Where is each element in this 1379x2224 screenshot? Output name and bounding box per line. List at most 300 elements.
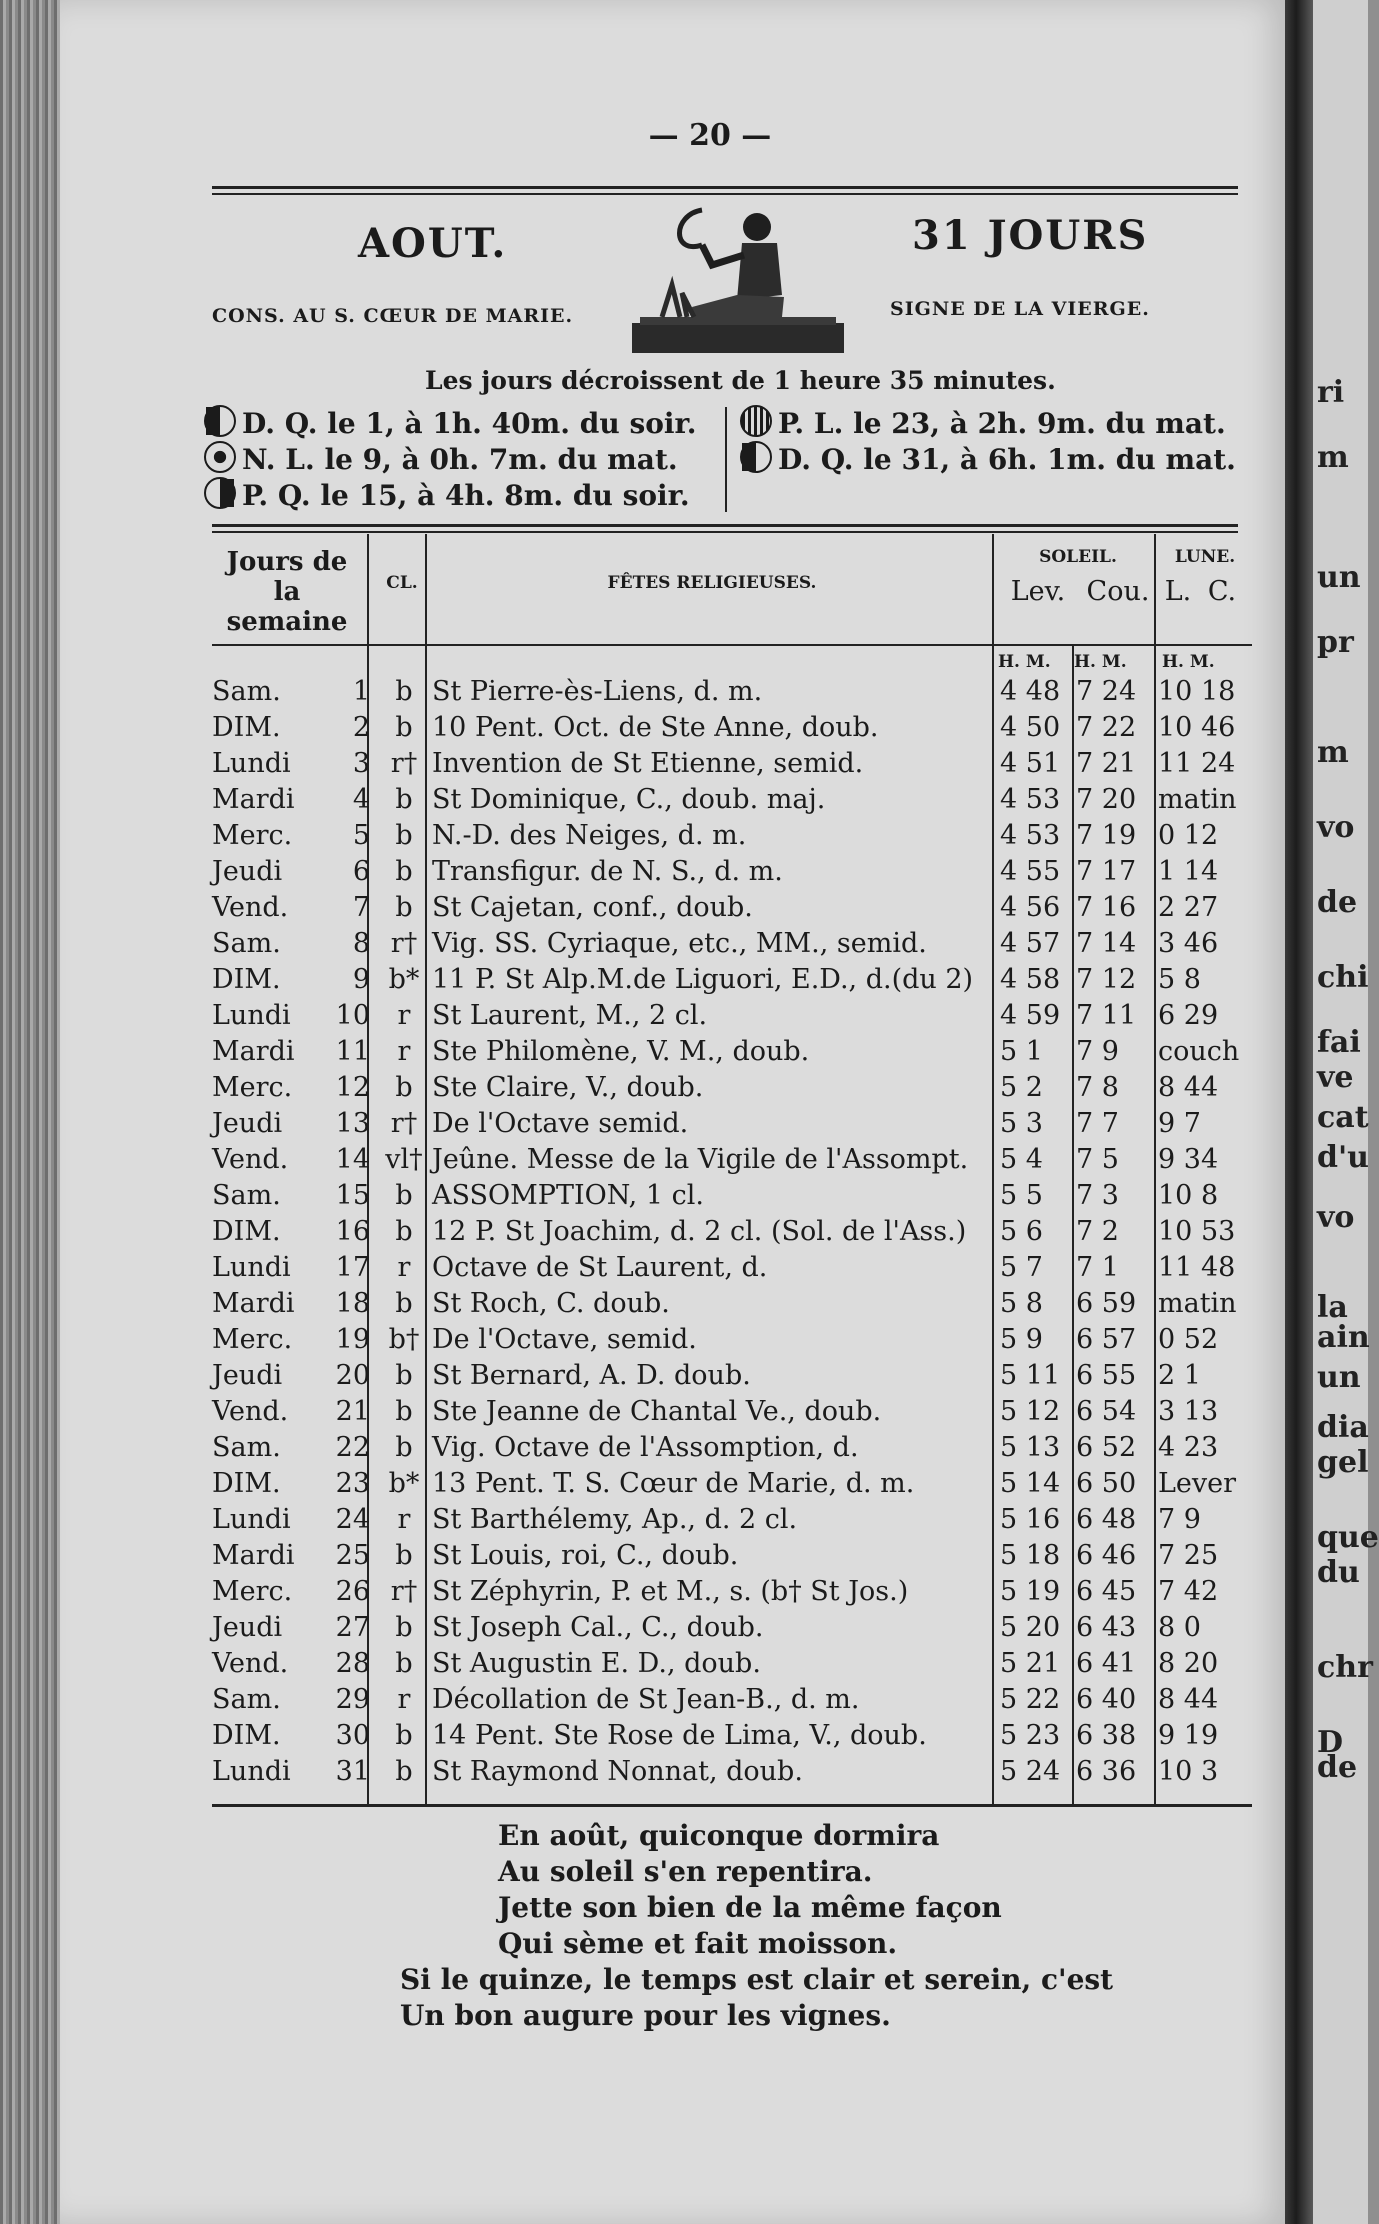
sunrise: 5 1 bbox=[1000, 1036, 1043, 1067]
day-number: 1 bbox=[352, 676, 370, 707]
class-code: b bbox=[395, 1432, 413, 1463]
moon-time: matin bbox=[1158, 1288, 1237, 1319]
next-page-fragment: D bbox=[1317, 1725, 1344, 1760]
sunrise: 5 11 bbox=[1000, 1360, 1061, 1391]
moon-time: 7 25 bbox=[1158, 1540, 1219, 1571]
day-number: 19 bbox=[335, 1324, 370, 1355]
sunset: 7 16 bbox=[1076, 892, 1137, 923]
feast-name: 10 Pent. Oct. de Ste Anne, doub. bbox=[432, 712, 879, 743]
sunset: 6 52 bbox=[1076, 1432, 1137, 1463]
moon-time: Lever bbox=[1158, 1468, 1237, 1499]
moon-time: 2 27 bbox=[1158, 892, 1219, 923]
hm-lune: H. M. bbox=[1162, 652, 1215, 672]
moon-phase-1: D. Q. le 1, à 1h. 40m. du soir. bbox=[204, 405, 696, 440]
day-number: 28 bbox=[335, 1648, 370, 1679]
sunset: 6 57 bbox=[1076, 1324, 1137, 1355]
sunset: 6 45 bbox=[1076, 1576, 1137, 1607]
weekday: Jeudi bbox=[212, 1612, 283, 1643]
feast-name: St Roch, C. doub. bbox=[432, 1288, 670, 1319]
top-rule-thin bbox=[212, 193, 1238, 195]
table-row bbox=[212, 1684, 1252, 1720]
feast-name: St Cajetan, conf., doub. bbox=[432, 892, 753, 923]
moon-time: 0 12 bbox=[1158, 820, 1219, 851]
weekday: Vend. bbox=[212, 892, 289, 923]
feast-name: 12 P. St Joachim, d. 2 cl. (Sol. de l'Ass.) bbox=[432, 1216, 967, 1247]
day-number: 24 bbox=[335, 1504, 370, 1535]
moon-time: 3 46 bbox=[1158, 928, 1219, 959]
sunrise: 5 6 bbox=[1000, 1216, 1043, 1247]
moon-time: 7 9 bbox=[1158, 1504, 1201, 1535]
sunset: 7 11 bbox=[1076, 1000, 1137, 1031]
day-number: 4 bbox=[352, 784, 370, 815]
moon-time: 9 19 bbox=[1158, 1720, 1219, 1751]
poem-line: Au soleil s'en repentira. bbox=[498, 1855, 873, 1888]
table-row bbox=[212, 1468, 1252, 1504]
day-number: 10 bbox=[335, 1000, 370, 1031]
weekday: Jeudi bbox=[212, 856, 283, 887]
class-code: b bbox=[395, 820, 413, 851]
feast-name: Ste Claire, V., doub. bbox=[432, 1072, 704, 1103]
table-row bbox=[212, 964, 1252, 1000]
consecration-label: CONS. AU S. CŒUR DE MARIE. bbox=[212, 305, 574, 327]
class-code: b bbox=[395, 1720, 413, 1751]
feast-name: 11 P. St Alp.M.de Liguori, E.D., d.(du 2) bbox=[432, 964, 974, 995]
sunrise: 4 53 bbox=[1000, 820, 1061, 851]
feast-name: St Joseph Cal., C., doub. bbox=[432, 1612, 764, 1643]
day-number: 21 bbox=[335, 1396, 370, 1427]
feast-name: St Dominique, C., doub. maj. bbox=[432, 784, 826, 815]
table-row bbox=[212, 1720, 1252, 1756]
day-number: 9 bbox=[352, 964, 370, 995]
day-number: 29 bbox=[335, 1684, 370, 1715]
sunrise: 5 23 bbox=[1000, 1720, 1061, 1751]
feast-name: Invention de St Etienne, semid. bbox=[432, 748, 864, 779]
day-number: 30 bbox=[335, 1720, 370, 1751]
moon-phase-2: N. L. le 9, à 0h. 7m. du mat. bbox=[204, 441, 678, 476]
sunrise: 5 8 bbox=[1000, 1288, 1043, 1319]
weekday: Mardi bbox=[212, 1288, 295, 1319]
full-moon-icon bbox=[740, 405, 772, 437]
sunset: 7 9 bbox=[1076, 1036, 1119, 1067]
sunset: 7 2 bbox=[1076, 1216, 1119, 1247]
weekday: Sam. bbox=[212, 1180, 281, 1211]
weekday: Lundi bbox=[212, 1252, 291, 1283]
weekday: Mardi bbox=[212, 784, 295, 815]
class-code: b* bbox=[388, 964, 420, 995]
day-number: 23 bbox=[335, 1468, 370, 1499]
next-page-fragment: m bbox=[1317, 440, 1349, 475]
sunset: 6 41 bbox=[1076, 1648, 1137, 1679]
class-code: b bbox=[395, 1540, 413, 1571]
feast-name: 14 Pent. Ste Rose de Lima, V., doub. bbox=[432, 1720, 927, 1751]
next-page-fragment: un bbox=[1317, 560, 1361, 595]
sunrise: 4 55 bbox=[1000, 856, 1061, 887]
sunrise: 5 12 bbox=[1000, 1396, 1061, 1427]
sunset: 6 38 bbox=[1076, 1720, 1137, 1751]
table-row bbox=[212, 1756, 1252, 1792]
feast-name: St Raymond Nonnat, doub. bbox=[432, 1756, 803, 1787]
class-code: r bbox=[397, 1684, 411, 1715]
weekday: Sam. bbox=[212, 1432, 281, 1463]
class-code: b bbox=[395, 1612, 413, 1643]
weekday: Vend. bbox=[212, 1144, 289, 1175]
last-quarter-icon bbox=[740, 441, 772, 473]
poem-line: Un bon augure pour les vignes. bbox=[400, 1999, 891, 2032]
feast-name: Décollation de St Jean-B., d. m. bbox=[432, 1684, 860, 1715]
table-row bbox=[212, 1396, 1252, 1432]
feast-name: St Augustin E. D., doub. bbox=[432, 1648, 761, 1679]
header-soleil: SOLEIL. bbox=[1039, 547, 1117, 567]
feast-name: N.-D. des Neiges, d. m. bbox=[432, 820, 747, 851]
moon-time: 10 53 bbox=[1158, 1216, 1236, 1247]
next-page-fragment: ve bbox=[1317, 1060, 1354, 1095]
day-number: 6 bbox=[352, 856, 370, 887]
day-number: 22 bbox=[335, 1432, 370, 1463]
sunset: 6 59 bbox=[1076, 1288, 1137, 1319]
header-fetes: FÊTES RELIGIEUSES. bbox=[607, 573, 817, 593]
day-number: 26 bbox=[335, 1576, 370, 1607]
weekday: Lundi bbox=[212, 1000, 291, 1031]
hm-cou: H. M. bbox=[1074, 652, 1127, 672]
day-number: 31 bbox=[335, 1756, 370, 1787]
header-soleil-lev: Lev. bbox=[1010, 576, 1066, 607]
sunset: 7 7 bbox=[1076, 1108, 1119, 1139]
sunrise: 4 48 bbox=[1000, 676, 1061, 707]
day-number: 27 bbox=[335, 1612, 370, 1643]
next-page-fragment: la bbox=[1317, 1290, 1348, 1325]
feast-name: Ste Philomène, V. M., doub. bbox=[432, 1036, 810, 1067]
table-row bbox=[212, 1432, 1252, 1468]
weekday: Jeudi bbox=[212, 1360, 283, 1391]
sunrise: 5 18 bbox=[1000, 1540, 1061, 1571]
month-title: AOUT. bbox=[358, 220, 508, 267]
table-row bbox=[212, 1324, 1252, 1360]
weekday: DIM. bbox=[212, 712, 281, 743]
class-code: b bbox=[395, 892, 413, 923]
next-page-fragment: de bbox=[1317, 885, 1358, 920]
sunset: 7 5 bbox=[1076, 1144, 1119, 1175]
weekday: DIM. bbox=[212, 1468, 281, 1499]
sunrise: 4 51 bbox=[1000, 748, 1061, 779]
header-soleil-cou: Cou. bbox=[1086, 576, 1150, 607]
days-count: 31 JOURS bbox=[912, 212, 1149, 259]
next-page-fragment: fai bbox=[1317, 1025, 1361, 1060]
weekday: Sam. bbox=[212, 676, 281, 707]
moon-time: 9 34 bbox=[1158, 1144, 1219, 1175]
feast-name: Ste Jeanne de Chantal Ve., doub. bbox=[432, 1396, 882, 1427]
weekday: Mardi bbox=[212, 1036, 295, 1067]
next-page-fragment: m bbox=[1317, 735, 1349, 770]
sunset: 6 36 bbox=[1076, 1756, 1137, 1787]
next-page-fragment: ain bbox=[1317, 1320, 1370, 1355]
page-number: — 20 — bbox=[648, 118, 772, 153]
feast-name: St Barthélemy, Ap., d. 2 cl. bbox=[432, 1504, 798, 1535]
moon-separator bbox=[725, 407, 727, 512]
table-row bbox=[212, 1612, 1252, 1648]
day-number: 12 bbox=[335, 1072, 370, 1103]
moon-time: 2 1 bbox=[1158, 1360, 1201, 1391]
weekday: Vend. bbox=[212, 1396, 289, 1427]
next-page-fragment: un bbox=[1317, 1360, 1361, 1395]
moon-time: 1 14 bbox=[1158, 856, 1219, 887]
weekday: Merc. bbox=[212, 820, 293, 851]
sunset: 6 54 bbox=[1076, 1396, 1137, 1427]
moon-time: 10 46 bbox=[1158, 712, 1236, 743]
moon-time: couch bbox=[1158, 1036, 1240, 1067]
table-row bbox=[212, 928, 1252, 964]
header-lune-c: C. bbox=[1207, 576, 1237, 607]
next-page-fragment: de bbox=[1317, 1750, 1358, 1785]
table-row bbox=[212, 820, 1252, 856]
sunset: 7 12 bbox=[1076, 964, 1137, 995]
sunrise: 5 5 bbox=[1000, 1180, 1043, 1211]
table-row bbox=[212, 1288, 1252, 1324]
feast-name: St Zéphyrin, P. et M., s. (b† St Jos.) bbox=[432, 1576, 909, 1607]
table-row bbox=[212, 784, 1252, 820]
class-code: b bbox=[395, 1072, 413, 1103]
poem-line: Si le quinze, le temps est clair et serein, c'est bbox=[400, 1963, 1114, 1996]
sunset: 6 55 bbox=[1076, 1360, 1137, 1391]
table-row bbox=[212, 892, 1252, 928]
day-number: 17 bbox=[335, 1252, 370, 1283]
feast-name: De l'Octave, semid. bbox=[432, 1324, 697, 1355]
feast-name: Vig. Octave de l'Assomption, d. bbox=[432, 1432, 859, 1463]
weekday: Lundi bbox=[212, 1756, 291, 1787]
sunrise: 5 20 bbox=[1000, 1612, 1061, 1643]
class-code: b bbox=[395, 1180, 413, 1211]
header-cl: CL. bbox=[386, 573, 418, 593]
class-code: b bbox=[395, 1216, 413, 1247]
weekday: Lundi bbox=[212, 748, 291, 779]
sunrise: 5 24 bbox=[1000, 1756, 1061, 1787]
daylight-note: Les jours décroissent de 1 heure 35 minutes. bbox=[425, 366, 1056, 395]
class-code: b bbox=[395, 1360, 413, 1391]
new-moon-icon bbox=[204, 441, 236, 473]
sunset: 7 8 bbox=[1076, 1072, 1119, 1103]
table-row bbox=[212, 1360, 1252, 1396]
class-code: r bbox=[397, 1036, 411, 1067]
sunset: 7 22 bbox=[1076, 712, 1137, 743]
sunrise: 4 58 bbox=[1000, 964, 1061, 995]
feast-name: St Laurent, M., 2 cl. bbox=[432, 1000, 708, 1031]
table-top-rule bbox=[212, 524, 1238, 527]
sunset: 7 24 bbox=[1076, 676, 1137, 707]
weekday: Sam. bbox=[212, 928, 281, 959]
class-code: b bbox=[395, 1396, 413, 1427]
day-number: 2 bbox=[352, 712, 370, 743]
table-row bbox=[212, 1036, 1252, 1072]
moon-time: 8 20 bbox=[1158, 1648, 1219, 1679]
sunrise: 5 2 bbox=[1000, 1072, 1043, 1103]
table-row bbox=[212, 1576, 1252, 1612]
moon-time: 0 52 bbox=[1158, 1324, 1219, 1355]
top-rule bbox=[212, 186, 1238, 189]
weekday: Mardi bbox=[212, 1540, 295, 1571]
book-gutter bbox=[1285, 0, 1313, 2224]
weekday: Sam. bbox=[212, 1684, 281, 1715]
sunrise: 5 13 bbox=[1000, 1432, 1061, 1463]
table-top-rule-thin bbox=[212, 531, 1238, 533]
moon-time: matin bbox=[1158, 784, 1237, 815]
next-page-fragment: vo bbox=[1317, 810, 1355, 845]
class-code: b† bbox=[388, 1324, 420, 1355]
feast-name: St Bernard, A. D. doub. bbox=[432, 1360, 751, 1391]
sunset: 7 1 bbox=[1076, 1252, 1119, 1283]
feast-name: St Louis, roi, C., doub. bbox=[432, 1540, 739, 1571]
next-page-fragment: ri bbox=[1317, 375, 1345, 410]
feast-name: Transfigur. de N. S., d. m. bbox=[432, 856, 783, 887]
table-row bbox=[212, 1540, 1252, 1576]
virgo-emblem-icon bbox=[632, 205, 844, 355]
moon-phase-4: P. L. le 23, à 2h. 9m. du mat. bbox=[740, 405, 1226, 440]
sunrise: 5 3 bbox=[1000, 1108, 1043, 1139]
class-code: r† bbox=[390, 1576, 418, 1607]
table-row bbox=[212, 712, 1252, 748]
sunset: 6 48 bbox=[1076, 1504, 1137, 1535]
hm-lev: H. M. bbox=[998, 652, 1051, 672]
feast-name: 13 Pent. T. S. Cœur de Marie, d. m. bbox=[432, 1468, 915, 1499]
next-page-fragment: d'u bbox=[1317, 1140, 1369, 1175]
poem-line: Jette son bien de la même façon bbox=[498, 1891, 1002, 1924]
moon-time: 5 8 bbox=[1158, 964, 1201, 995]
class-code: b bbox=[395, 1288, 413, 1319]
last-quarter-icon bbox=[204, 405, 236, 437]
next-page-fragment: gel bbox=[1317, 1445, 1369, 1480]
table-row bbox=[212, 1252, 1252, 1288]
day-number: 16 bbox=[335, 1216, 370, 1247]
table-row bbox=[212, 1108, 1252, 1144]
weekday: Jeudi bbox=[212, 1108, 283, 1139]
table-row bbox=[212, 1072, 1252, 1108]
moon-time: 10 3 bbox=[1158, 1756, 1219, 1787]
day-number: 7 bbox=[352, 892, 370, 923]
table-row bbox=[212, 676, 1252, 712]
sunset: 7 17 bbox=[1076, 856, 1137, 887]
table-row bbox=[212, 748, 1252, 784]
class-code: r† bbox=[390, 928, 418, 959]
weekday: DIM. bbox=[212, 1216, 281, 1247]
class-code: b bbox=[395, 1756, 413, 1787]
class-code: r bbox=[397, 1252, 411, 1283]
moon-time: 8 0 bbox=[1158, 1612, 1201, 1643]
day-number: 13 bbox=[335, 1108, 370, 1139]
first-quarter-icon bbox=[204, 477, 236, 509]
moon-time: 4 23 bbox=[1158, 1432, 1219, 1463]
weekday: DIM. bbox=[212, 1720, 281, 1751]
weekday: Merc. bbox=[212, 1576, 293, 1607]
class-code: r† bbox=[390, 748, 418, 779]
moon-time: 10 18 bbox=[1158, 676, 1236, 707]
sunrise: 5 14 bbox=[1000, 1468, 1061, 1499]
class-code: b bbox=[395, 856, 413, 887]
table-bottom-rule bbox=[212, 1804, 1252, 1807]
next-page-fragment: chi bbox=[1317, 960, 1369, 995]
sunrise: 4 50 bbox=[1000, 712, 1061, 743]
table-row bbox=[212, 1216, 1252, 1252]
class-code: b bbox=[395, 676, 413, 707]
table-row bbox=[212, 1180, 1252, 1216]
day-number: 11 bbox=[335, 1036, 370, 1067]
weekday: Lundi bbox=[212, 1504, 291, 1535]
next-page-fragment: pr bbox=[1317, 625, 1354, 660]
sunset: 7 19 bbox=[1076, 820, 1137, 851]
next-page-edge bbox=[1313, 0, 1379, 2224]
next-page-fragment: chr bbox=[1317, 1650, 1373, 1685]
sunrise: 4 53 bbox=[1000, 784, 1061, 815]
sunrise: 4 56 bbox=[1000, 892, 1061, 923]
sunset: 6 43 bbox=[1076, 1612, 1137, 1643]
sunrise: 5 4 bbox=[1000, 1144, 1043, 1175]
sunset: 6 46 bbox=[1076, 1540, 1137, 1571]
next-page-fragment: que bbox=[1317, 1520, 1379, 1555]
weekday: Merc. bbox=[212, 1324, 293, 1355]
moon-time: 6 29 bbox=[1158, 1000, 1219, 1031]
moon-time: 11 24 bbox=[1158, 748, 1236, 779]
class-code: b bbox=[395, 1648, 413, 1679]
poem-line: Qui sème et fait moisson. bbox=[498, 1927, 898, 1960]
feast-name: Octave de St Laurent, d. bbox=[432, 1252, 768, 1283]
table-row bbox=[212, 1504, 1252, 1540]
day-number: 8 bbox=[352, 928, 370, 959]
sunrise: 5 19 bbox=[1000, 1576, 1061, 1607]
sunrise: 5 21 bbox=[1000, 1648, 1061, 1679]
moon-phase-5: D. Q. le 31, à 6h. 1m. du mat. bbox=[740, 441, 1236, 476]
sunrise: 5 16 bbox=[1000, 1504, 1061, 1535]
next-page-fragment: cat bbox=[1317, 1100, 1369, 1135]
zodiac-label: SIGNE DE LA VIERGE. bbox=[890, 298, 1150, 320]
sunrise: 5 7 bbox=[1000, 1252, 1043, 1283]
sunset: 6 40 bbox=[1076, 1684, 1137, 1715]
day-number: 5 bbox=[352, 820, 370, 851]
header-lune-l: L. bbox=[1164, 576, 1192, 607]
moon-time: 11 48 bbox=[1158, 1252, 1236, 1283]
class-code: vl† bbox=[385, 1144, 423, 1175]
sunset: 7 21 bbox=[1076, 748, 1137, 779]
day-number: 18 bbox=[335, 1288, 370, 1319]
class-code: b bbox=[395, 784, 413, 815]
sunrise: 4 57 bbox=[1000, 928, 1061, 959]
next-page-fragment: dia bbox=[1317, 1410, 1369, 1445]
weekday: Merc. bbox=[212, 1072, 293, 1103]
moon-time: 8 44 bbox=[1158, 1072, 1219, 1103]
sunset: 7 14 bbox=[1076, 928, 1137, 959]
sunset: 7 3 bbox=[1076, 1180, 1119, 1211]
sunset: 6 50 bbox=[1076, 1468, 1137, 1499]
class-code: r bbox=[397, 1000, 411, 1031]
class-code: r† bbox=[390, 1108, 418, 1139]
day-number: 15 bbox=[335, 1180, 370, 1211]
feast-name: De l'Octave semid. bbox=[432, 1108, 689, 1139]
sunrise: 5 22 bbox=[1000, 1684, 1061, 1715]
moon-phase-3: P. Q. le 15, à 4h. 8m. du soir. bbox=[204, 477, 690, 512]
next-page-fragment: du bbox=[1317, 1555, 1360, 1590]
feast-name: ASSOMPTION, 1 cl. bbox=[432, 1180, 704, 1211]
moon-time: 3 13 bbox=[1158, 1396, 1219, 1427]
feast-name: St Pierre-ès-Liens, d. m. bbox=[432, 676, 763, 707]
moon-time: 7 42 bbox=[1158, 1576, 1219, 1607]
weekday: Vend. bbox=[212, 1648, 289, 1679]
header-weekday: Jours de la semaine bbox=[226, 547, 348, 637]
table-row bbox=[212, 856, 1252, 892]
day-number: 20 bbox=[335, 1360, 370, 1391]
next-page-fragment: vo bbox=[1317, 1200, 1355, 1235]
moon-time: 10 8 bbox=[1158, 1180, 1219, 1211]
moon-time: 8 44 bbox=[1158, 1684, 1219, 1715]
feast-name: Jeûne. Messe de la Vigile de l'Assompt. bbox=[432, 1144, 969, 1175]
day-number: 14 bbox=[335, 1144, 370, 1175]
class-code: r bbox=[397, 1504, 411, 1535]
day-number: 25 bbox=[335, 1540, 370, 1571]
